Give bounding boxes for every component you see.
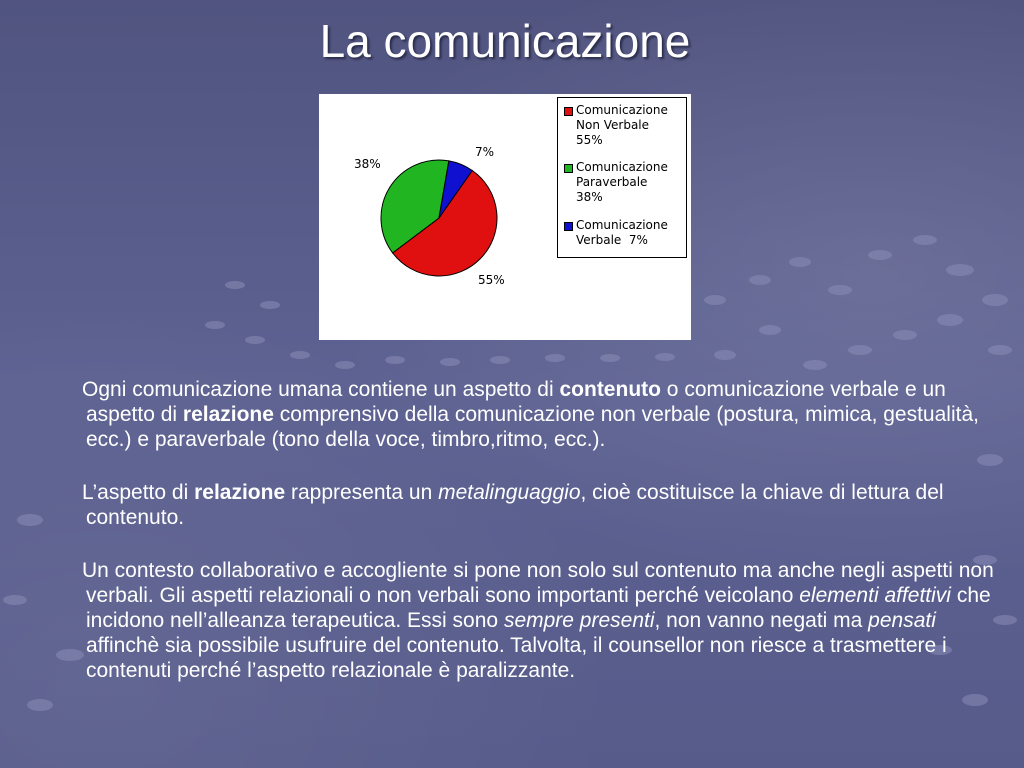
pie-chart <box>319 94 691 340</box>
legend-label: Verbale 7% <box>576 233 648 247</box>
legend-label: 55% <box>576 133 603 147</box>
legend-label: Non Verbale <box>576 118 650 132</box>
slice-label-paraverbale: 38% <box>354 157 381 171</box>
legend-swatch-non-verbale <box>564 107 573 116</box>
legend-swatch-verbale <box>564 222 573 231</box>
legend-label: 38% <box>576 190 603 204</box>
slice-label-verbale: 7% <box>475 145 495 159</box>
legend-label: Paraverbale <box>576 175 648 189</box>
pie-chart-plot <box>319 94 555 340</box>
legend-label: Comunicazione <box>576 103 668 117</box>
paragraph-contesto-collaborativo: Un contesto collaborativo e accogliente si pone non solo sul contenuto ma anche negli aspetti non verbali. Gli aspetti relazionali o non verbali sono importanti perché veicolano elementi affettivi che incidono nell’alleanza terapeutica. Essi sono sempre presenti, non vanno negati ma pensati affinchè sia possibile usufruire del contenuto. Talvolta, il counsellor non riesce a trasmettere i contenuti perché l’aspetto relazionale è paralizzante. <box>82 559 994 682</box>
legend-swatch-paraverbale <box>564 164 573 173</box>
chart-legend <box>557 97 687 258</box>
slide-body <box>82 377 1006 711</box>
paragraph-contenuto-relazione: Ogni comunicazione umana contiene un aspetto di contenuto o comunicazione verbale e un aspetto di relazione comprensivo della comunicazione non verbale (postura, mimica, gestualità, ecc.) e paraverbale (tono della voce, timbro,ritmo, ecc.). <box>82 378 979 451</box>
legend-label: Comunicazione <box>576 160 668 174</box>
slice-label-non-verbale: 55% <box>478 273 505 287</box>
slide-title: La comunicazione <box>319 15 691 67</box>
paragraph-metalinguaggio: L’aspetto di relazione rappresenta un metalinguaggio, cioè costituisce la chiave di lettura del contenuto. <box>82 481 944 529</box>
legend-label: Comunicazione <box>576 218 668 232</box>
